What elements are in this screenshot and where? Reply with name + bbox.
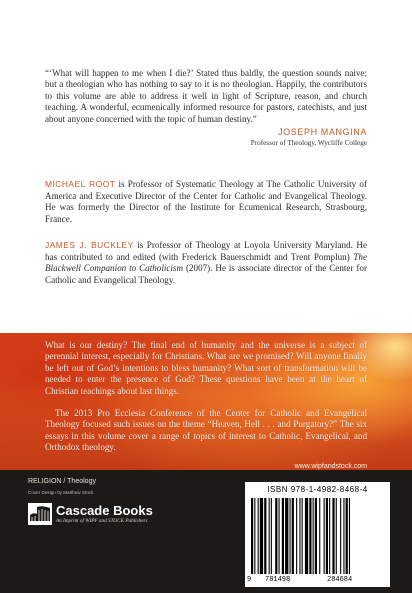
barcode-bar [340,498,341,574]
waterfall-icon [28,503,52,525]
author-bio-buckley [45,240,367,286]
barcode-bar [305,498,308,574]
barcode-bar [282,498,284,574]
barcode-bar [290,498,291,574]
barcode-bar [315,498,317,574]
barcode-digit-lead: 9 [247,576,252,584]
barcode-bar [254,498,255,574]
barcode-bar [292,498,294,574]
publisher-name: Cascade Books [56,502,153,518]
endorser-title: Professor of Theology, Wycliffe College [250,139,367,147]
barcode-digits-right: 284684 [327,576,353,584]
publisher-logo [28,503,153,525]
endorser-name: JOSEPH MANGINA [278,127,367,137]
barcode-bar [326,498,328,574]
barcode-bar [346,498,348,574]
barcode-bar [264,498,266,574]
barcode-bar [336,498,337,574]
barcode-bar [251,498,253,574]
author-name-root: MICHAEL ROOT [45,179,116,189]
endorsement-quote: “‘What will happen to me when I die?’ Stated thus baldly, the question sounds naive; but a theologian who has nothing to say to it is no theologian. Happily, the contributors to this volume are able to address it well in light of Scripture, reason, and church teaching. A wonderful, ecumenically informed resource for pastors, catechists, and just about anyone concerned with the topic of human destiny.” [45,68,367,124]
barcode-bar [332,498,334,574]
barcode-bar [296,498,297,574]
barcode-bar [260,498,263,574]
barcode-bar [319,498,320,574]
barcode-panel [245,482,390,587]
book-title: The Blackwell Companion to Catholicism [45,251,367,274]
barcode-bar [285,498,288,574]
barcode-graphic [251,498,384,574]
author-bio-buckley-text-after: (2007). He is associate director of the Center for Catholic and Evangelical Theology. [45,263,367,285]
barcode-bar [313,498,314,574]
barcode-bar [279,498,280,574]
barcode-bar [329,498,330,574]
subject-category: RELIGION / Theology [28,478,96,485]
barcode-bar [324,498,325,574]
barcode-bar [343,498,344,574]
author-bio-root-text: is Professor of Systematic Theology at The Catholic University of America and Executive Director of the Center for Catholic and Evangelical Theology. He was formerly the Director of the Institute for Ecumenical Research, Strasbourg, France. [45,179,367,224]
author-name-buckley: JAMES J. BUCKLEY [45,240,134,250]
barcode-bar [302,498,303,574]
barcode-bar [349,498,350,574]
publisher-website: www.wipfandstock.com [294,463,367,470]
author-bio-buckley-text-before: is Professor of Theology at Loyola University Maryland. He has contributed to and edited (with Frederick Bauerschmidt and Trent Pomplun) [45,240,367,262]
endorser [251,126,367,148]
barcode-bar [269,498,270,574]
author-bio-root [45,179,367,225]
barcode-digits-left: 781498 [265,576,291,584]
flame-background-panel [0,333,412,470]
barcode-bar [309,498,311,574]
footer-panel [0,470,412,593]
barcode-bar [299,498,300,574]
isbn-label: ISBN 978-1-4982-8468-4 [267,485,368,494]
cover-design-credit: Cover Design by Matthew Stock [28,490,94,495]
barcode-bar [271,498,272,574]
barcode-bar [258,498,259,574]
description-paragraph-1: What is our destiny? The final end of humanity and the universe is a subject of perennial interest, especially for Christians. What are we promised? Will anyone finally be left out of God’s intentions to bless humanity? What sort of transformation will be needed to enter the presence of God? These questions have been at the heart of Christian teachings about last things. [45,340,367,396]
barcode-bar [275,498,277,574]
publisher-imprint: An Imprint of WIPF and STOCK Publishers [56,517,148,524]
description-paragraph-2: The 2013 Pro Ecclesia Conference of the Center for Catholic and Evangelical Theology focused such issues on the theme “Heaven, Hell . . . and Purgatory?” The six essays in this volume cover a range of topics of interest to Catholic, Evangelical, and Orthodox theology. [45,408,367,453]
